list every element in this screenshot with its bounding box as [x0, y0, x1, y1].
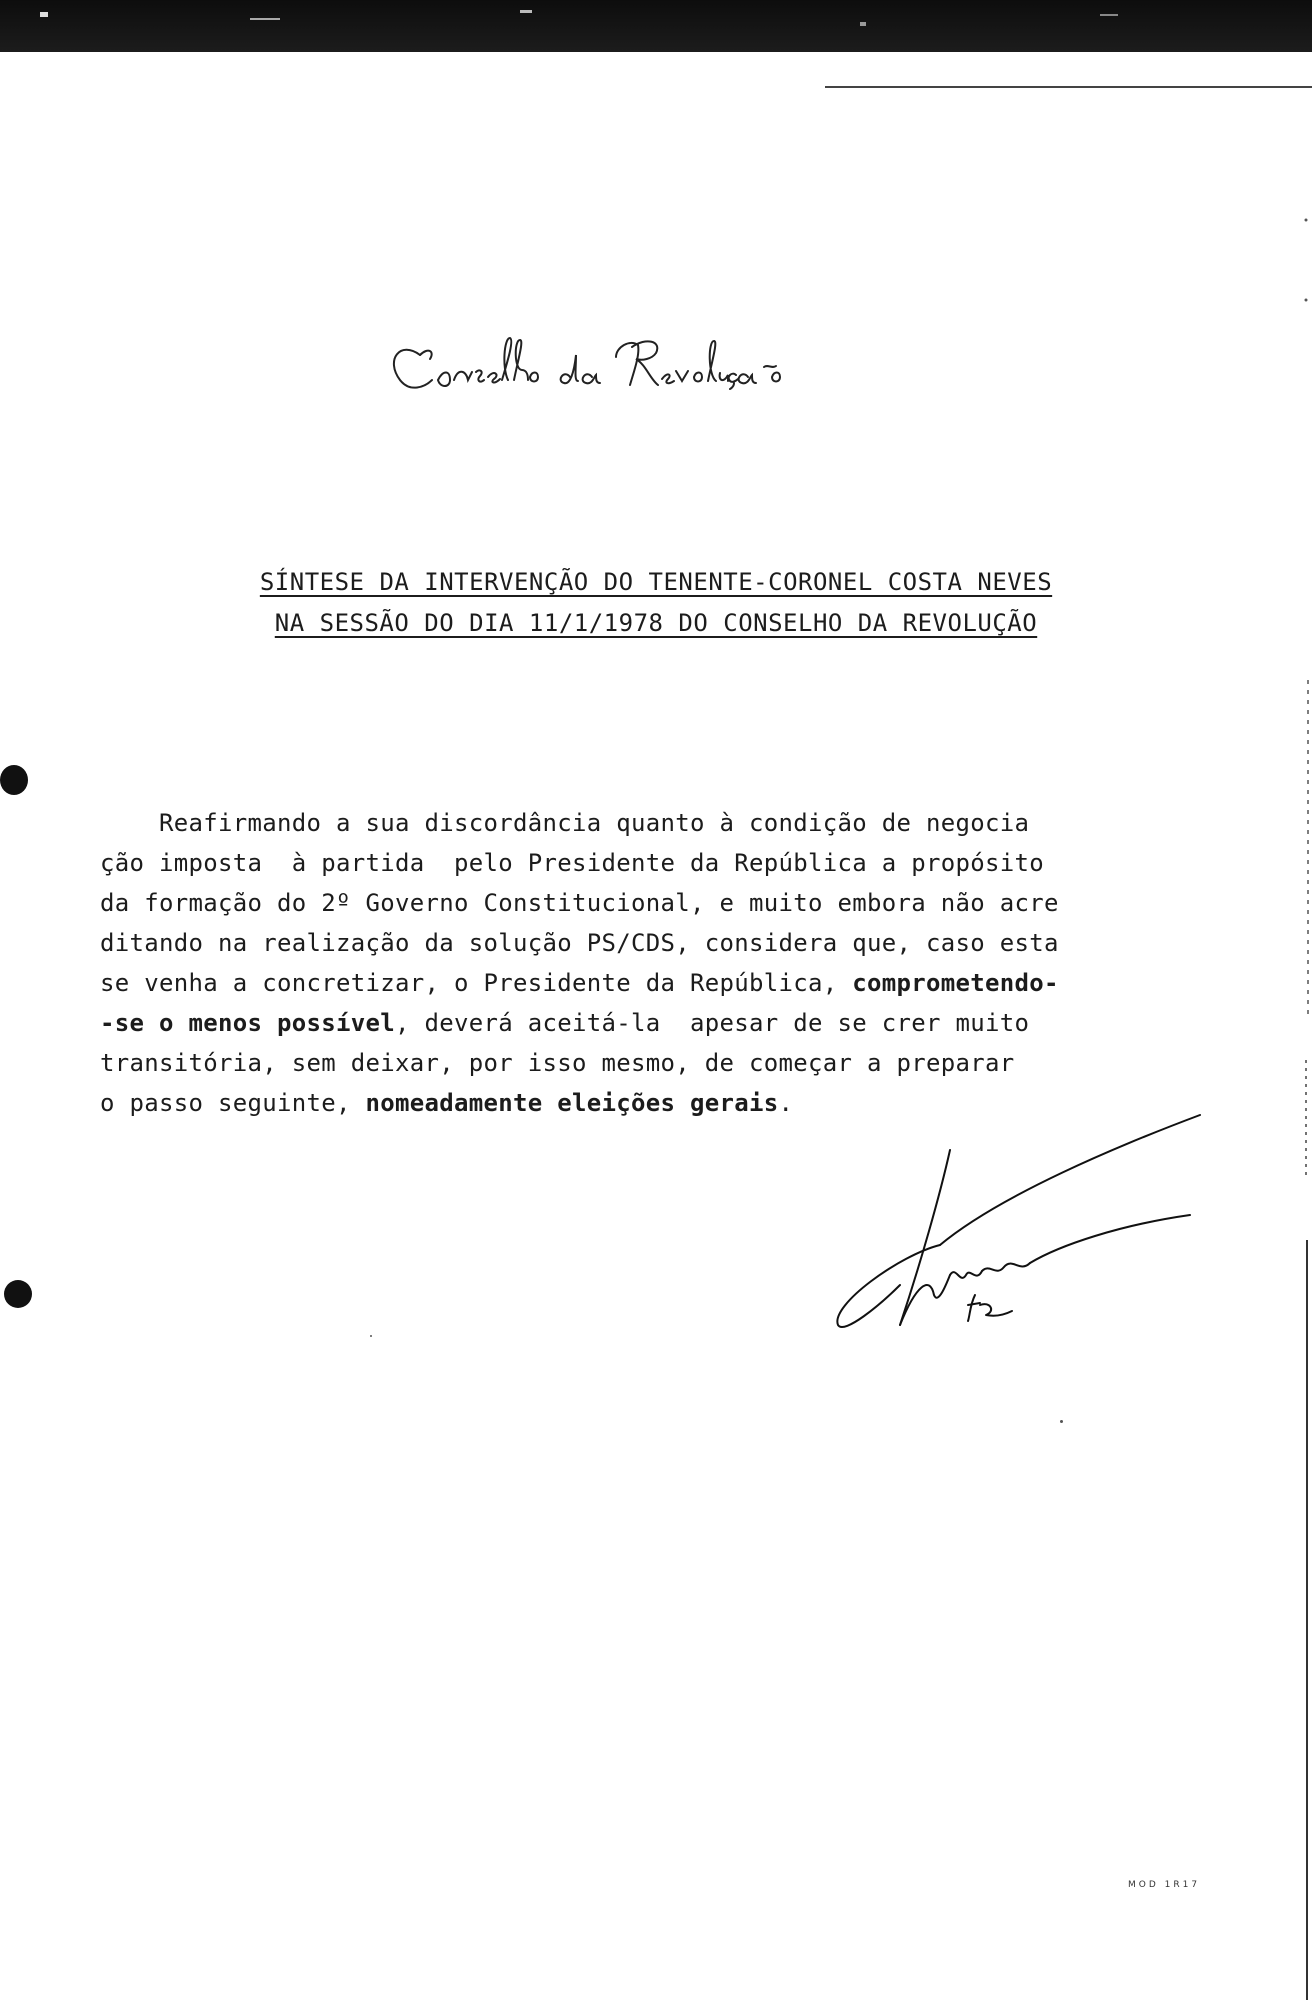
body-line: da formação do 2º Governo Constitucional, e muito embora não acre	[100, 889, 1059, 917]
body-line: ditando na realização da solução PS/CDS, considera que, caso esta	[100, 929, 1059, 957]
body-text: se venha a concretizar, o Presidente da República,	[100, 969, 853, 997]
body-text: o passo seguinte,	[100, 1089, 366, 1117]
body-line	[100, 1008, 1029, 1038]
body-line: transitória, sem deixar, por isso mesmo, de começar a preparar	[100, 1049, 1015, 1077]
body-text-bold: -se o menos possível	[100, 1009, 395, 1037]
speck	[370, 1335, 372, 1337]
scan-hairline	[825, 86, 1312, 88]
letterhead-logo	[380, 325, 880, 415]
punch-hole-top	[0, 765, 28, 795]
body-line: ção imposta à partida pelo Presidente da República a propósito	[100, 849, 1044, 877]
body-line	[100, 968, 1059, 998]
body-line: Reafirmando a sua discordância quanto à condição de negocia	[100, 809, 1030, 837]
body-line	[100, 1088, 793, 1118]
document-title-line-1: SÍNTESE DA INTERVENÇÃO DO TENENTE-CORONEL COSTA NEVES	[259, 568, 1053, 596]
handwritten-signature	[820, 1105, 1220, 1335]
body-text-bold: nomeadamente eleições gerais	[365, 1089, 779, 1117]
form-code: MOD 1R17	[1128, 1880, 1201, 1890]
speck	[1060, 1420, 1063, 1423]
body-text-bold: comprometendo-	[852, 969, 1059, 997]
body-text: .	[778, 1089, 794, 1117]
scan-right-margin	[1282, 180, 1312, 2000]
scan-top-specks	[0, 0, 1312, 52]
body-text: , deverá aceitá-la apesar de se crer muito	[394, 1009, 1030, 1037]
punch-hole-bottom	[4, 1280, 32, 1308]
document-title-line-2: NA SESSÃO DO DIA 11/1/1978 DO CONSELHO DA REVOLUÇÃO	[274, 609, 1038, 637]
